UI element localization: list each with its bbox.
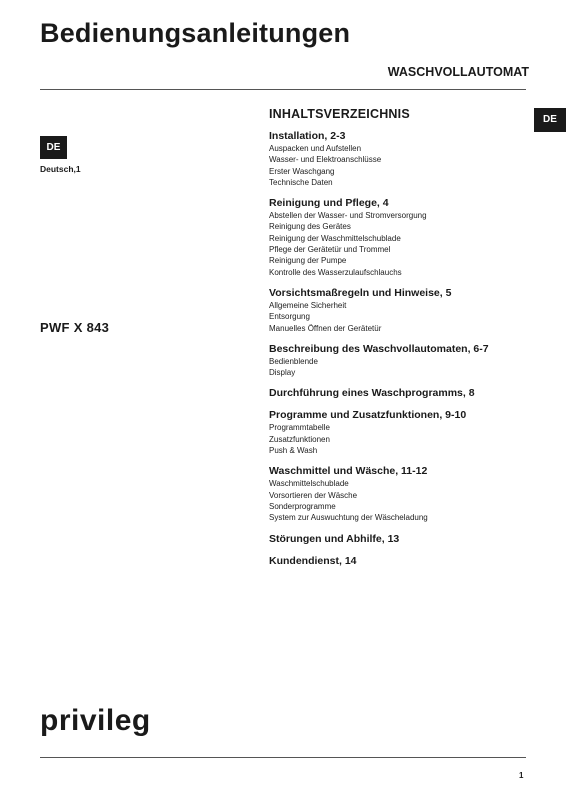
- toc-section: [269, 387, 524, 400]
- toc-item: Allgemeine Sicherheit: [269, 300, 347, 310]
- logo-wordmark: privileg: [40, 706, 151, 737]
- toc-item: System zur Auswuchtung der Wäscheladung: [269, 513, 428, 523]
- privileg-logo-icon: [40, 706, 180, 740]
- toc-item: Zusatzfunktionen: [269, 434, 330, 444]
- toc-section-title: Durchführung eines Waschprogramms, 8: [269, 387, 475, 400]
- toc-section-title: Kundendienst, 14: [269, 554, 357, 567]
- product-type: WASCHVOLLAUTOMAT: [387, 65, 529, 79]
- toc-section-title: Störungen und Abhilfe, 13: [269, 532, 400, 545]
- brand-logo: [40, 706, 180, 745]
- language-label: Deutsch,1: [40, 164, 81, 174]
- toc-item: Manuelles Öffnen der Gerätetür: [269, 323, 382, 333]
- toc-item: Erster Waschgang: [269, 166, 335, 176]
- model-number: PWF X 843: [40, 320, 110, 335]
- toc-section: [269, 197, 524, 278]
- toc-section-title: Installation, 2-3: [269, 130, 346, 142]
- toc-section: [269, 130, 524, 188]
- toc-item: Bedienblende: [269, 356, 318, 366]
- toc-heading: INHALTSVERZEICHNIS: [269, 107, 410, 121]
- toc-item: Waschmittelschublade: [269, 479, 349, 489]
- toc-section: [269, 409, 524, 456]
- toc-item: Programmtabelle: [269, 423, 330, 433]
- table-of-contents: [269, 107, 524, 577]
- toc-item: Entsorgung: [269, 312, 310, 322]
- language-side-tab: DE: [534, 108, 566, 132]
- toc-section: [269, 343, 524, 379]
- language-badge: DE: [40, 136, 67, 159]
- toc-item: Reinigung der Waschmittelschublade: [269, 233, 401, 243]
- toc-item: Wasser- und Elektroanschlüsse: [269, 155, 382, 165]
- toc-item: Auspacken und Aufstellen: [269, 144, 362, 153]
- toc-section-title: Waschmittel und Wäsche, 11-12: [269, 465, 428, 478]
- toc-item: Pflege der Gerätetür und Trommel: [269, 245, 391, 255]
- toc-section: [269, 465, 524, 523]
- toc-section-title: Reinigung und Pflege, 4: [269, 197, 389, 210]
- toc-item: Reinigung des Gerätes: [269, 222, 351, 232]
- toc-section: [269, 287, 524, 334]
- toc-item: Push & Wash: [269, 446, 318, 456]
- toc-item: Abstellen der Wasser- und Stromversorgung: [269, 211, 427, 221]
- footer-divider: [40, 757, 526, 758]
- toc-section: [269, 555, 524, 568]
- page-number: 1: [519, 771, 524, 780]
- toc-section-title: Programme und Zusatzfunktionen, 9-10: [269, 409, 467, 422]
- toc-item: Sonderprogramme: [269, 501, 336, 511]
- toc-section-title: Beschreibung des Waschvollautomaten, 6-7: [269, 342, 489, 355]
- toc-item: Technische Daten: [269, 177, 333, 187]
- page-title: Bedienungsanleitungen: [40, 18, 351, 48]
- header-divider: [40, 89, 526, 90]
- toc-section: [269, 533, 524, 546]
- toc-section-title: Vorsichtsmaßregeln und Hinweise, 5: [269, 286, 452, 299]
- toc-item: Kontrolle des Wasserzulaufschlauchs: [269, 267, 402, 277]
- toc-item: Reinigung der Pumpe: [269, 256, 347, 266]
- toc-item: Vorsortieren der Wäsche: [269, 490, 358, 500]
- toc-sections: [269, 130, 524, 568]
- toc-item: Display: [269, 368, 296, 378]
